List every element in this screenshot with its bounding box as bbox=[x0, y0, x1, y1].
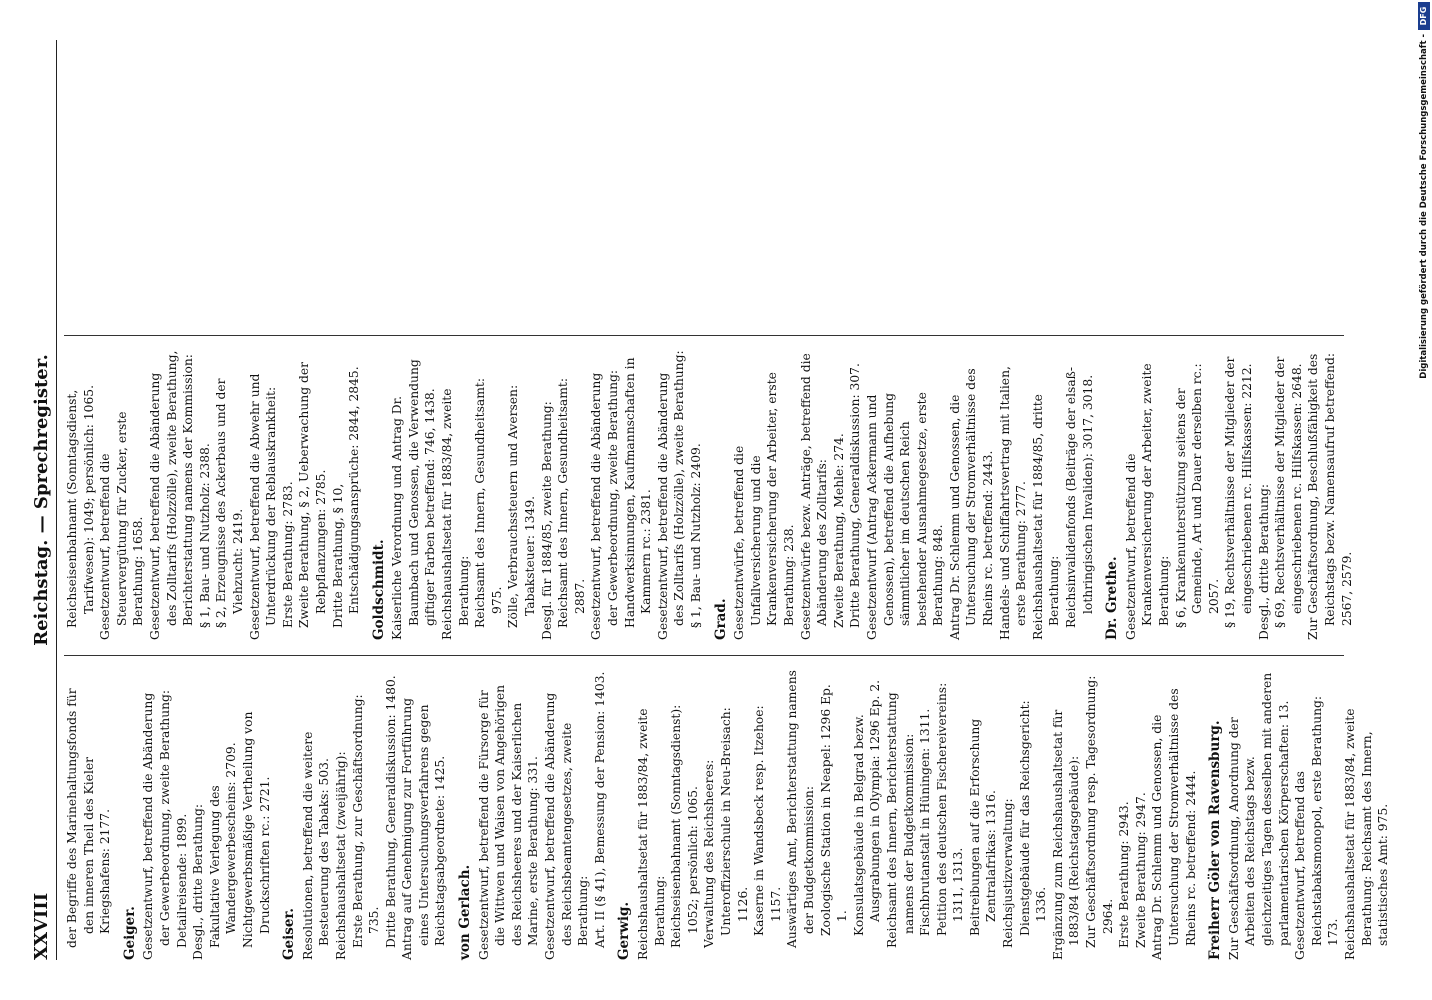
register-line: Dienstgebäude für das Reichsgericht: 1336. bbox=[1017, 700, 1049, 936]
column-left bbox=[64, 670, 1391, 960]
speaker-name: Goldschmidt. bbox=[370, 539, 387, 640]
speaker-entry bbox=[122, 670, 273, 960]
register-line: Petition des deutschen Fischereivereins: 1311, 1313. bbox=[934, 682, 966, 936]
register-line: Reichsamt des Innern, Gesundheitsamt: 975. bbox=[473, 378, 504, 628]
register-line: Erste Berathung: 2783. bbox=[280, 481, 295, 628]
register-line: § 6, Krankenunterstützung seitens der Gemeinde, Art und Dauer derselben rc.: 2057. bbox=[1173, 363, 1221, 628]
register-line: Reichsamt des Innern, Gesundheitsamt: 2887. bbox=[556, 378, 587, 628]
register-line: Ergänzung zum Reichshaushaltsetat für 1883/84 (Reichstagsgebäude): bbox=[1050, 709, 1082, 960]
register-line: Nichtgewerbsmäßige Vertheilung von Druckschriften rc.: 2721. bbox=[240, 711, 272, 948]
register-line: Beitreibungen auf die Erforschung Zentralafrikas: 1316. bbox=[967, 718, 999, 936]
register-line: Antrag Dr. Schlemm und Genossen, die Untersuchung der Stromverhältnisse des Rheins rc. betreffend: 2444. bbox=[1150, 688, 1198, 960]
speaker-name: Freiherr Göler von Ravensburg. bbox=[1207, 720, 1224, 960]
register-line: Kaiserliche Verordnung und Antrag Dr. Baumbach und Genossen, die Verwendung giftiger Farben betreffend: 746, 1438. bbox=[390, 359, 438, 640]
register-line: Zweite Berathung, Mehle: 274. bbox=[831, 433, 846, 628]
register-line: Reichshaushaltsetat für 1883/84, zweite Berathung: Reichsamt des Innern, statistisches Amt: 975. bbox=[1342, 708, 1391, 960]
running-title: Reichstag. — Sprechregister. bbox=[31, 354, 52, 646]
register-line: Auswärtiges Amt, Berichterstattung namens der Budgetkommission: bbox=[785, 670, 816, 948]
register-line: Gesetzentwurf, betreffend die Abänderung des Zolltarifs (Holzzölle), zweite Berathung: bbox=[655, 350, 687, 640]
register-line: Handwerksinnungen, Kaufmannschaften in Kammern rc.: 2381. bbox=[622, 357, 654, 628]
register-line: Reichsamt des Innern, Berichterstattung namens der Budgetkommission: bbox=[884, 692, 916, 948]
register-line: Gesetzentwurf, betreffend die Abänderung des Reichsbeamtengesetzes, zweite Berathung: bbox=[543, 692, 591, 960]
register-line: Reichshaushaltsetat (zweijährig): bbox=[333, 751, 348, 960]
register-line: Antrag Dr. Schlemm und Genossen, die Untersuchung der Stromverhältnisse des Rheins rc. betreffend: 2443. bbox=[947, 368, 996, 640]
register-line: Konsulatsgebäude in Belgrad bezw. Ausgrabungen in Olympia: 1296 Ep. 2. bbox=[851, 679, 883, 936]
register-line: Fischbrutanstalt in Hüningen: 1311. bbox=[918, 708, 933, 936]
register-line: Reichshaushaltsetat für 1883/84, zweite Berathung: bbox=[440, 388, 471, 640]
register-line: Tabaksteuer: 1349. bbox=[523, 495, 538, 616]
register-line: Kaserne in Wandsbeck resp. Itzehoe: 1157. bbox=[752, 705, 783, 936]
register-line: Gesetzentwürfe bezw. Anträge, betreffend die Abänderung des Zolltarifs: bbox=[798, 353, 830, 640]
register-line: Reichshaushaltsetat für 1883/84, zweite Berathung: bbox=[636, 708, 667, 960]
register-line: Unteroffizierschule in Neu-Breisach: 1126. bbox=[718, 707, 750, 936]
register-line: Gesetzentwurf, betreffend die Abänderung des Zolltarifs (Holzzölle), zweite Berathung, Berichterstattung namens der Kommission: bbox=[147, 350, 196, 640]
register-line: Reichshaushaltsetat für 1884/85, dritte Berathung: bbox=[1030, 394, 1062, 640]
speaker-entry bbox=[281, 670, 449, 960]
register-line: Desgl. für 1884/85, zweite Berathung: bbox=[539, 401, 554, 640]
register-line: Desgl., dritte Berathung: bbox=[191, 804, 206, 960]
register-line: Zoologische Station in Neapel: 1296 Ep. 1. bbox=[818, 684, 850, 936]
register-line: Zweite Berathung: 2947. bbox=[1133, 792, 1148, 948]
register-line: Reichseisenbahnamt (Sonntagsdienst): 1052; persönlich: 1065. bbox=[669, 704, 700, 948]
register-line: Gesetzentwurf, betreffend die Abwehr und Unterdrückung der Reblauskrankheit: bbox=[247, 373, 279, 640]
register-line: Zur Geschäftsordnung, Beschlußfähigkeit des Reichstags bezw. Namensaufruf betreffend: 2567, 2579. bbox=[1306, 353, 1354, 640]
speaker-entry bbox=[713, 350, 1097, 640]
register-line: § 2, Erzeugnisse des Ackerbaus und der Viehzucht: 2419. bbox=[214, 378, 245, 628]
register-line: Gesetzentwurf, betreffend die Steuervergütung für Zucker, erste Berathung: 1658. bbox=[98, 411, 146, 640]
column-right bbox=[64, 30, 1364, 320]
funding-note: Digitalisierung gefördert durch die Deutsche Forschungsgemeinschaft - bbox=[1419, 34, 1429, 379]
register-line: Reichsjustizverwaltung: bbox=[1001, 798, 1016, 948]
speaker-entry bbox=[64, 670, 114, 960]
register-line: § 69, Rechtsverhältnisse der Mitglieder der eingeschriebenen rc. Hilfskassen: 2648. bbox=[1273, 356, 1304, 628]
speaker-entry bbox=[371, 350, 705, 640]
register-line: Dritte Berathung, Generaldiskussion: 307. bbox=[848, 363, 863, 628]
register-line: Antrag auf Genehmigung zur Fortführung eines Untersuchungsverfahrens gegen Reichstagsabgeordnete: 1425. bbox=[400, 698, 448, 960]
register-line: Handels- und Schiffahrtsvertrag mit Italien, erste Berathung: 2777. bbox=[997, 366, 1029, 640]
register-line: § 1, Bau- und Nutzholz: 2409. bbox=[688, 443, 703, 628]
column-divider bbox=[64, 655, 1344, 656]
register-line: Gesetzentwurf, betreffend die Abänderung der Gewerbeordnung, zweite Berathung: bbox=[589, 369, 620, 640]
register-line: § 19, Rechtsverhältnisse der Mitglieder der eingeschriebenen rc. Hilfskassen: 2212. bbox=[1223, 356, 1254, 628]
register-line: Erste Berathung, zur Geschäftsordnung: 735. bbox=[350, 694, 382, 948]
column-middle bbox=[64, 350, 1364, 640]
speaker-name: von Gerlach. bbox=[457, 864, 474, 960]
register-line: Art. II (§ 41), Bemessung der Pension: 1403. bbox=[592, 671, 607, 948]
register-line: Gesetzentwurf, betreffend die Abänderung der Gewerbeordnung, zweite Berathung: bbox=[141, 689, 172, 960]
speaker-name: Dr. Grethe. bbox=[1104, 556, 1121, 640]
register-line: Reichseisenbahnamt (Sonntagsdienst, Tarifwesen): 1049; persönlich: 1065. bbox=[65, 384, 96, 628]
register-line: Reichsinvalidenfonds (Beiträge der elsaß-lothringischen Invaliden): 3017, 3018. bbox=[1064, 366, 1095, 628]
register-line: Gesetzentwurf, betreffend das Reichstabaksmonopol, erste Berathung: 173. bbox=[1293, 695, 1341, 960]
register-line: Zur Geschäftsordnung resp. Tagesordnung: 2964. bbox=[1084, 675, 1115, 948]
register-line: Dritte Berathung, Generaldiskussion: 1480. bbox=[383, 675, 398, 948]
page-number: XXVIII bbox=[31, 892, 52, 960]
speaker-entry bbox=[457, 670, 608, 960]
speaker-entry bbox=[616, 670, 1199, 960]
dfg-logo: DFG bbox=[1418, 2, 1430, 30]
speaker-name: Grad. bbox=[712, 598, 729, 640]
register-line: Zweite Berathung, § 2, Ueberwachung der Rebpflanzungen: 2785. bbox=[297, 362, 328, 628]
register-line: Gesetzentwurf (Antrag Ackermann und Genossen), betreffend die Aufhebung sämmtlicher im deutschen Reich bestehender Ausnahmegesetze, erste Berathung: 848. bbox=[864, 392, 946, 640]
column-divider bbox=[64, 335, 1344, 336]
register-line: Zur Geschäftsordnung, Anordnung der Arbeiten des Reichstags bezw. gleichzeitiges Tagen desselben mit anderen parlamentarischen Körperschaften: 13. bbox=[1226, 672, 1291, 960]
register-line: Desgl., dritte Berathung: bbox=[1256, 484, 1271, 640]
speaker-name: Gerwig. bbox=[616, 901, 633, 960]
register-line: der Begriffe des Marinehaltungsfonds für den inneren Theil des Kieler Kriegshafens: 2177. bbox=[65, 688, 113, 948]
speaker-name: Geiger. bbox=[121, 906, 138, 960]
register-line: Gesetzentwürfe, betreffend die Unfallversicherung und die Krankenversicherung der Arbeiter, erste Berathung: 238. bbox=[732, 372, 796, 640]
register-line: Gesetzentwurf, betreffend die Krankenversicherung der Arbeiter, zweite Berathung: bbox=[1123, 363, 1171, 640]
page-header bbox=[22, 40, 57, 960]
speaker-entry bbox=[1104, 350, 1355, 640]
speaker-name: Geiser. bbox=[281, 907, 298, 960]
register-line: Erste Berathung: 2943. bbox=[1117, 801, 1132, 948]
register-line: Verwaltung des Reichsheeres: bbox=[702, 759, 717, 948]
speaker-entry bbox=[64, 350, 363, 640]
register-line: Zölle, Verbrauchssteuern und Aversen: bbox=[506, 384, 521, 628]
register-line: Dritte Berathung, § 10, Entschädigungsansprüche: 2844, 2845. bbox=[330, 366, 362, 628]
dfg-footer bbox=[1418, 0, 1432, 1000]
speaker-entry bbox=[1207, 670, 1392, 960]
register-line: Fakultative Verlegung des Wandergewerbescheins: 2709. bbox=[207, 742, 239, 948]
register-line: § 1, Bau- und Nutzholz: 2388. bbox=[197, 443, 212, 628]
register-line: Gesetzentwurf, betreffend die Fürsorge für die Wittwen und Waisen von Angehörigen des Reichsheeres und der Kaiserlichen Marine, erste Berathung: 331. bbox=[476, 684, 541, 960]
register-line: Resolutionen, betreffend die weitere Besteuerung des Tabaks: 503. bbox=[300, 731, 332, 960]
register-line: Detailreisende: 1899. bbox=[174, 813, 189, 948]
